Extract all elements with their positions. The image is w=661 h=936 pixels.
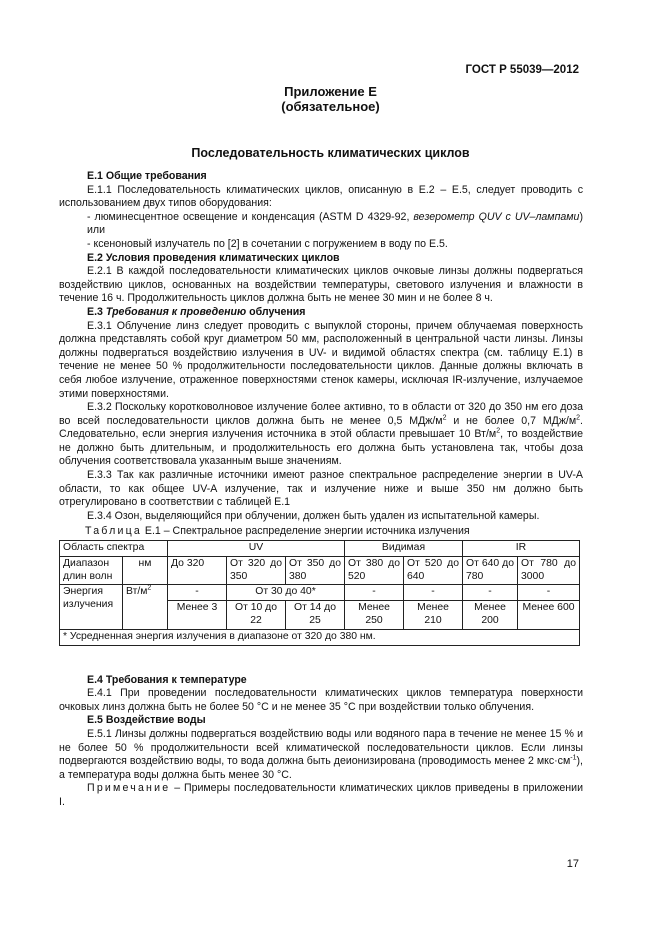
- para-e1-1: Е.1.1 Последовательность климатических циклов, описанную в Е.2 – Е.5, следует проводить с использованием двух типов оборудования:: [59, 183, 583, 210]
- table-cell: -: [345, 585, 404, 601]
- heading-e1: Е.1 Общие требования: [87, 170, 207, 182]
- superscript: 2: [496, 427, 501, 435]
- note: [59, 782, 583, 809]
- heading-e4: Е.4 Требования к температуре: [87, 673, 247, 686]
- text-italic: везерометр QUV с UV–лампами: [413, 210, 580, 223]
- appendix-title: Приложение Е: [284, 84, 377, 99]
- table-cell: От 14 до 25: [286, 601, 345, 630]
- table-cell: Менее 250: [345, 601, 404, 630]
- para-e3-4: Е.3.4 Озон, выделяющийся при облучении, должен быть удален из испытательной камеры.: [87, 509, 540, 522]
- table-cell: Менее 3: [168, 601, 227, 630]
- table-header-row: [60, 541, 580, 557]
- caption-label: Таблица: [85, 525, 142, 538]
- table-cell: -: [404, 585, 463, 601]
- list-item-fluorescent: [59, 211, 583, 238]
- row-unit: [123, 585, 168, 629]
- header-uv: UV: [168, 541, 345, 557]
- table-footnote: * Усредненная энергия излучения в диапазоне от 320 до 380 нм.: [60, 629, 580, 645]
- para-e5-1: [59, 728, 583, 782]
- heading-e5: Е.5 Воздействие воды: [87, 714, 206, 727]
- para-e2-1: Е.2.1 В каждой последовательности климатических циклов очковые линзы должны подвергаться воздействию циклов, основанных на воздействии температуры, светового излучения и влажности в течение 16 ч. Продолжительность циклов должна быть не менее 30 мин и не более 8 ч.: [59, 265, 583, 305]
- table-cell: Менее 210: [404, 601, 463, 630]
- header-region: Область спектра: [60, 541, 168, 557]
- note-text: – Примеры последовательности климатических циклов приведены в приложении I.: [59, 782, 583, 808]
- table-cell: От 30 до 40*: [227, 585, 345, 601]
- superscript: 2: [576, 414, 581, 422]
- document-body: [59, 170, 583, 810]
- superscript: -1: [570, 754, 577, 762]
- table-cell: От 520 до 640: [404, 556, 463, 585]
- table-cell: До 320: [168, 556, 227, 585]
- text: Вт/м: [126, 586, 148, 598]
- table-cell: Менее 200: [463, 601, 518, 630]
- text: , то воздействие не должно быть длительным, и продолжительность его должна быть установлена так, чтобы доза облучения соответствовала указанным выше значениям.: [59, 428, 583, 468]
- table-cell: -: [463, 585, 518, 601]
- text: и не более 0,7 МДж/м: [446, 414, 577, 427]
- text: Е.3.2 Поскольку коротковолновое излучение более активно, то в области от 320 до 350 нм его доза во всей последовательности циклов должна быть не менее 0,5 МДж/м: [59, 401, 583, 427]
- superscript: 2: [147, 584, 152, 592]
- heading-e2: Е.2 Условия проведения климатических циклов: [87, 251, 340, 264]
- text: ) или: [87, 210, 583, 237]
- para-e3-1: Е.3.1 Облучение линз следует проводить с выпуклой стороны, причем облучаемая поверхность должна представлять собой круг диаметром 50 мм, расположенный в центральной части линзы. Линзы должны подвергаться воздействию излучения в UV- и видимой областях спектра (см. таблицу Е.1) в течение не менее 50 % продолжительности последовательности циклов. Данные должны включать в себя любое излучение, отраженное поверхностями стенок камеры, исключая IR-излучение, излучаемое этими поверхностями.: [59, 319, 583, 400]
- page-number: 17: [566, 858, 579, 870]
- text-italic: Требования к проведению: [105, 305, 247, 318]
- table-cell: От 10 до 22: [227, 601, 286, 630]
- list-item-xenon: - ксеноновый излучатель по [2] в сочетании с погружением в воду по Е.5.: [87, 237, 448, 250]
- text: . Следовательно, если энергия излучения источника в этой области превышает 10 Вт/м: [59, 414, 583, 441]
- table-footnote-row: [60, 629, 580, 645]
- para-e4-1: Е.4.1 При проведении последовательности климатических циклов температура поверхности очковых линз должна быть не более 50 °С и не менее 35 °С при воздействии только облучения.: [59, 687, 583, 713]
- section-title: Последовательность климатических циклов: [191, 146, 470, 160]
- spectral-table: [59, 540, 580, 646]
- row-unit: нм: [123, 556, 168, 585]
- para-e3-3: Е.3.3 Так как различные источники имеют разное спектральное распределение энергии в UV-A области, то как общее UV-A излучение, так и излучение ниже и выше 350 нм должно быть отрегулировано в соответствии с таблицей Е.1: [59, 469, 583, 509]
- text: - люминесцентное освещение и конденсация (ASTM D 4329-92,: [87, 210, 414, 223]
- table-cell: От 350 до 380: [286, 556, 345, 585]
- table-row: [60, 556, 580, 585]
- table-row: [60, 585, 580, 601]
- standard-number: ГОСТ Р 55039—2012: [465, 64, 579, 76]
- table-cell: От 380 до 520: [345, 556, 404, 585]
- heading-e3: [59, 306, 583, 320]
- text: облучения: [246, 305, 306, 318]
- table-caption: [85, 525, 583, 539]
- table-cell: -: [518, 585, 580, 601]
- table-cell: Менее 600: [518, 601, 580, 630]
- caption-text: Е.1 – Спектральное распределение энергии источника излучения: [141, 525, 470, 538]
- superscript: 2: [442, 414, 447, 422]
- note-label: Примечание: [87, 782, 171, 795]
- text: Е.3: [87, 305, 106, 318]
- text: ), а температура воды должна быть менее 30 °С.: [59, 755, 583, 781]
- appendix-heading: [0, 84, 661, 114]
- table-cell: От 320 до 350: [227, 556, 286, 585]
- text: Е.5.1 Линзы должны подвергаться воздействию воды или водяного пара в течение не менее 15 % и не более 50 % продолжительности всей климатической последовательности циклов. Если линзы подвергаются воздействию воды, то вода должна быть деионизирована (проводимость менее 2 мкс·см: [59, 727, 583, 768]
- row-label: Энергия излучения: [60, 585, 123, 629]
- para-e3-2: [59, 401, 583, 469]
- header-visible: Видимая: [345, 541, 463, 557]
- table-cell: От 780 до 3000: [518, 556, 580, 585]
- table-cell: -: [168, 585, 227, 601]
- row-label: Диапазон длин волн: [60, 556, 123, 585]
- table-cell: От 640 до 780: [463, 556, 518, 585]
- header-ir: IR: [463, 541, 580, 557]
- appendix-subtitle: (обязательное): [281, 99, 380, 114]
